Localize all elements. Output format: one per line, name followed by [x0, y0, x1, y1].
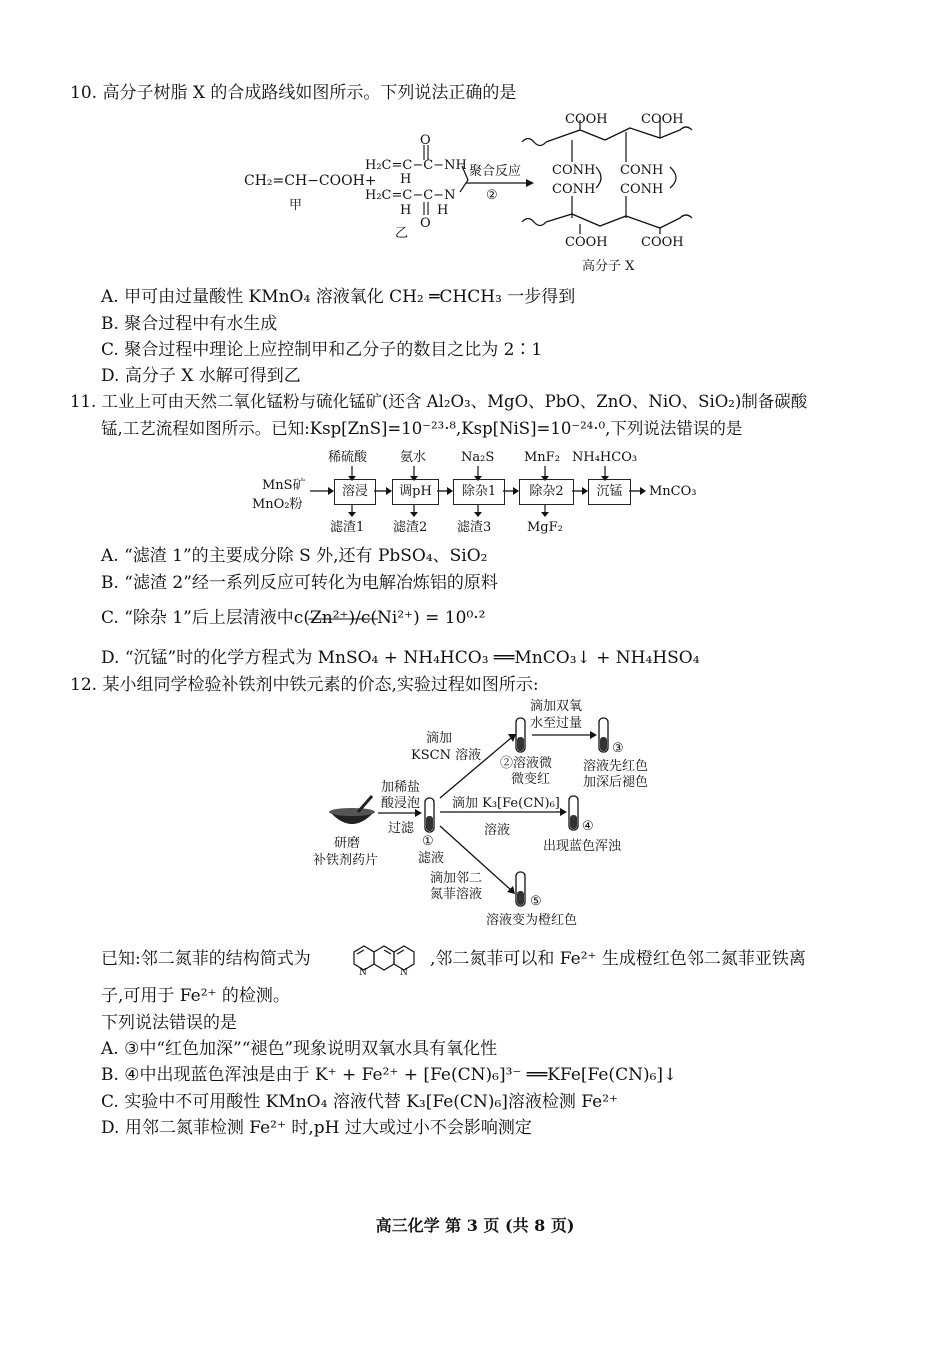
q12-t5-no: ⑤ [530, 894, 542, 909]
q10-jia-label: 甲 [289, 198, 303, 213]
q10-arrow-top: 聚合反应 [469, 164, 522, 179]
q12-t3-no: ③ [612, 741, 624, 756]
q12-option-b: B. ④中出现蓝色浑浊是由于 K⁺ + Fe²⁺ + [Fe(CN)₆]³⁻ ══KFe[Fe(CN)₆]↓ [101, 1065, 678, 1085]
q10-polymer-cooh: COOH [565, 112, 608, 127]
q10-option-b: B. 聚合过程中有水生成 [101, 314, 278, 334]
q12-k3-1: 滴加 K₃[Fe(CN)₆] [452, 796, 560, 811]
q11-reagent: MnF₂ [524, 450, 560, 465]
q12-t4-no: ④ [582, 819, 594, 834]
q10-polymer-label: 高分子 X [582, 259, 635, 274]
q12-t4-text: 出现蓝色浑浊 [543, 839, 622, 854]
q10-yi-nh-bottom: H [437, 203, 449, 218]
q10-jia-formula: CH₂=CH−COOH+ [244, 173, 377, 189]
q10-yi-o-top: O [420, 133, 431, 148]
q12-step-top2: 酸浸泡 [381, 796, 421, 811]
q12-option-d: D. 用邻二氮菲检测 Fe²⁺ 时,pH 过大或过小不会影响测定 [101, 1118, 532, 1138]
q10-polymer-conh: CONH [620, 182, 664, 197]
q10-yi-row1: H₂C=C−C−NH [365, 158, 467, 173]
q12-h2o2-1: 滴加双氧 [530, 699, 583, 714]
q12-tablet: 补铁剂药片 [313, 853, 379, 868]
q12-step-bottom: 过滤 [388, 821, 415, 836]
q10-polymer-cooh: COOH [565, 235, 608, 250]
q11-step-box: 沉锰 [588, 479, 631, 505]
q11-residue: 滤渣2 [393, 520, 428, 535]
q12-step-top1: 加稀盐 [381, 780, 421, 795]
q12-t2-text: 微变红 [511, 772, 551, 787]
q10-option-c: C. 聚合过程中理论上应控制甲和乙分子的数目之比为 2∶1 [101, 340, 543, 360]
q12-t3-text1: 溶液先红色 [583, 759, 649, 774]
q11-option-a: A. “滤渣 1”的主要成分除 S 外,还有 PbSO₄、SiO₂ [101, 546, 488, 566]
q10-yi-h-bottom: H [400, 203, 412, 218]
q12-ask: 下列说法错误的是 [101, 1013, 237, 1033]
q11-step-box: 除杂2 [519, 479, 574, 505]
q11-reagent: 氨水 [400, 450, 427, 465]
q12-stem: 12. 某小组同学检验补铁剂中铁元素的价态,实验过程如图所示: [70, 675, 539, 695]
q12-k3-2: 溶液 [484, 823, 511, 838]
q11-input-mno2: MnO₂粉 [252, 497, 303, 512]
q12-t2-no: ②溶液微 [500, 756, 553, 771]
q12-filtrate-no: ① [422, 834, 434, 849]
q10-yi-h-top: H [400, 172, 412, 187]
q12-phen1: 滴加邻二 [430, 871, 483, 886]
q12-filtrate: 滤液 [418, 851, 445, 866]
q10-stem: 10. 高分子树脂 X 的合成路线如图所示。下列说法正确的是 [70, 83, 517, 103]
q10-option-a: A. 甲可由过量酸性 KMnO₄ 溶液氧化 CH₂ ═CHCH₃ 一步得到 [101, 287, 576, 307]
q10-arrow-bottom: ② [486, 188, 498, 203]
q11-reagent: Na₂S [461, 450, 495, 465]
q10-polymer-conh: CONH [552, 182, 596, 197]
q11-step-box: 调pH [392, 479, 439, 505]
q11-residue: 滤渣3 [457, 520, 492, 535]
q12-option-a: A. ③中“红色加深”“褪色”现象说明双氧水具有氧化性 [101, 1039, 498, 1059]
q11-option-d: D. “沉锰”时的化学方程式为 MnSO₄ + NH₄HCO₃ ══MnCO₃↓ + NH₄HSO₄ [101, 648, 700, 668]
q12-h2o2-2: 水至过量 [530, 716, 583, 731]
q12-t3-text2: 加深后褪色 [583, 775, 649, 790]
q11-option-b: B. “滤渣 2”经一系列反应可转化为电解冶炼铝的原料 [101, 573, 498, 593]
q11-product: MnCO₃ [649, 484, 697, 499]
q12-grind: 研磨 [334, 836, 361, 851]
q12-phen2: 氮菲溶液 [430, 887, 483, 902]
q11-stem-line1: 11. 工业上可由天然二氧化锰粉与硫化锰矿(还含 Al₂O₃、MgO、PbO、ZnO、NiO、SiO₂)制备碳酸 [70, 392, 808, 411]
q10-polymer-cooh: COOH [641, 112, 684, 127]
q11-step-box: 除杂1 [453, 479, 505, 505]
q12-option-c: C. 实验中不可用酸性 KMnO₄ 溶液代替 K₃[Fe(CN)₆]溶液检测 Fe²⁺ [101, 1092, 619, 1112]
q10-polymer-conh: CONH [552, 163, 596, 178]
q11-stem-line2: 锰,工艺流程如图所示。已知:Ksp[ZnS]=10⁻²³·⁸,Ksp[NiS]=10⁻²⁴·⁰,下列说法错误的是 [101, 419, 743, 438]
q12-known-b: ,邻二氮菲可以和 Fe²⁺ 生成橙红色邻二氮菲亚铁离 [430, 949, 806, 969]
q10-yi-o-bottom: O [420, 216, 431, 231]
q12-phen-n-right: N [400, 968, 408, 978]
q11-reagent: 稀硫酸 [328, 450, 368, 465]
q10-yi-row2: H₂C=C−C−N [365, 188, 456, 203]
q11-reagent: NH₄HCO₃ [572, 450, 638, 465]
page-footer: 高三化学 第 3 页 (共 8 页) [375, 1216, 575, 1235]
q11-residue: 滤渣1 [330, 520, 365, 535]
q10-option-d: D. 高分子 X 水解可得到乙 [101, 366, 301, 386]
q11-residue: MgF₂ [527, 520, 563, 535]
q12-known-a: 已知:邻二氮菲的结构简式为 [101, 949, 311, 969]
q10-polymer-conh: CONH [620, 163, 664, 178]
q11-input-mns: MnS矿 [262, 478, 306, 493]
q12-kscn1: 滴加 [426, 731, 453, 746]
q12-t5-text: 溶液变为橙红色 [486, 913, 578, 928]
q10-polymer-cooh: COOH [641, 235, 684, 250]
q10-yi-label: 乙 [395, 226, 409, 241]
q11-step-box: 溶浸 [334, 479, 376, 505]
q12-kscn2: KSCN 溶液 [411, 748, 482, 763]
q12-known-c: 子,可用于 Fe²⁺ 的检测。 [101, 986, 290, 1006]
q12-phen-n-left: N [359, 968, 367, 978]
q11-option-c: C. “除杂 1”后上层清液中c(Zn²⁺)/c(Ni²⁺) = 10⁰·² [101, 608, 486, 628]
